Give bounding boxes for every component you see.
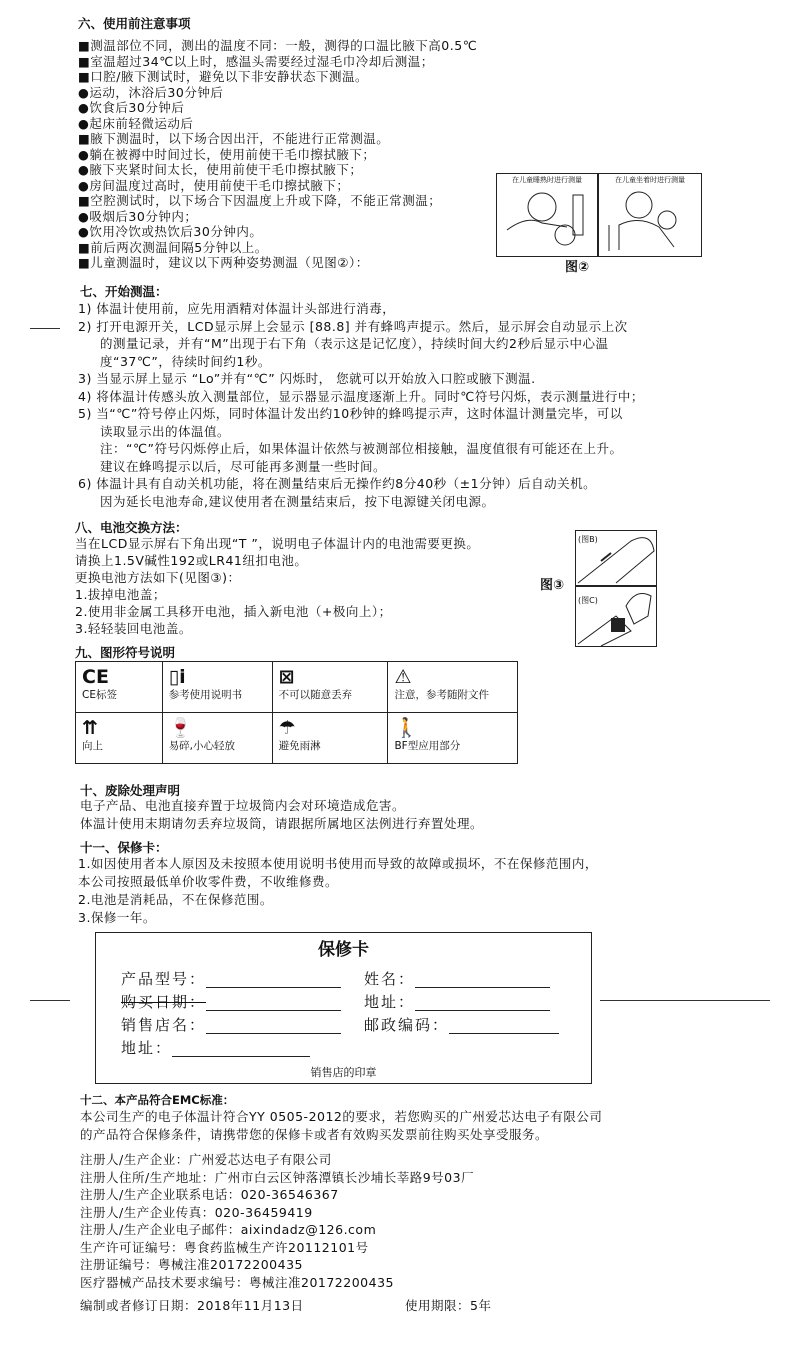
text-line: ●吸烟后30分钟内； [78, 208, 198, 224]
figure-2-left-panel [496, 173, 598, 257]
symbol-label: 向上 [82, 740, 103, 752]
symbol-table [75, 661, 518, 764]
customer-name-label: 姓名： [364, 970, 416, 988]
text-line: 注：“℃”符号闪烁停止后，如果体温计依然与被测部位相接触，温度值很有可能还在上升。 [100, 441, 623, 456]
section-7-title: 七、开始测温： [80, 284, 168, 299]
section-6-list [78, 38, 477, 271]
symbol-label: 注意，参考随附文件 [394, 689, 489, 701]
text-line: 建议在蜂鸣提示以后，尽可能再多测量一些时间。 [100, 458, 387, 474]
scan-artifact-dash [600, 1000, 770, 1001]
section-11-title: 十一、保修卡： [80, 840, 168, 855]
store-name-field[interactable] [121, 1017, 341, 1034]
text-line: 2) 打开电源开关，LCD显示屏上会显示 [88.8] 并有蜂鸣声提示。然后，显示屏会自动显示上次 [78, 318, 628, 334]
text-line: 4) 将体温计传感头放入测量部位，显示器显示温度逐渐上升。同时℃符号闪烁，表示测量进行中； [78, 388, 644, 404]
symbol-cell [388, 662, 518, 713]
product-model-field[interactable] [121, 971, 341, 988]
text-line: ■儿童测温时，建议以下两种姿势测温（见图②）： [78, 255, 369, 270]
text-line: 2.电池是消耗品，不在保修范围。 [78, 892, 273, 907]
battery-insertion-illustration [576, 586, 656, 646]
text-line: 度“37℃”，待续时间约1秒。 [100, 353, 271, 369]
symbol-label: 避免雨淋 [278, 740, 321, 752]
scan-artifact-dash [30, 1000, 70, 1001]
text-line: ●起床前轻微运动后 [78, 115, 194, 131]
section-8-title: 八、电池交换方法： [75, 520, 188, 535]
text-line: 3.保修一年。 [78, 910, 156, 925]
text-line: 2.使用非金属工具移开电池，插入新电池（+极向上）； [75, 604, 392, 619]
keep-dry-umbrella-icon: ☂ [278, 717, 296, 739]
text-line: 1.拔掉电池盖； [75, 587, 166, 602]
store-stamp-label: 销售店的印章 [310, 1066, 377, 1079]
symbol-label: CE标签 [82, 689, 117, 701]
text-line: ●运动，沐浴后30分钟后 [78, 84, 224, 100]
text-line: 体温计使用末期请勿丢弃垃圾筒，请跟据所属地区法例进行弃置处理。 [80, 816, 484, 831]
postal-code-label: 邮政编码： [364, 1016, 450, 1034]
section-10-list [80, 798, 483, 834]
section-8-list [75, 536, 479, 638]
figure-3-label-b: (图B) [578, 535, 598, 544]
text-line: 注册人/生产企业传真：020-36459419 [80, 1204, 313, 1220]
text-line: 5) 当“℃”符号停止闪烁，同时体温计发出约10秒钟的蜂鸣提示声，这时体温计测量完毕，可以 [78, 406, 623, 421]
section-9-title: 九、图形符号说明 [75, 645, 176, 660]
text-line: 电子产品、电池直接弃置于垃圾筒内会对环境造成危害。 [80, 798, 406, 813]
registration-info-list [80, 1152, 474, 1292]
text-line: ■测温部位不同，测出的温度不同：一般，测得的口温比腋下高0.5℃ [78, 38, 478, 53]
text-line: ■口腔/腋下测试时，避免以下非安静状态下测温。 [78, 69, 369, 84]
symbol-cell [162, 713, 272, 764]
postal-code-field[interactable] [364, 1017, 559, 1034]
figure-2-right-caption: 在儿童坐着时进行测量 [615, 176, 685, 184]
symbol-label: 不可以随意丢弃 [278, 689, 353, 701]
section-11-list [78, 856, 598, 928]
symbol-cell [272, 662, 388, 713]
figure-2-left-caption: 在儿童睡熟时进行测量 [512, 176, 582, 184]
text-line: 的测量记录，并有“M”出现于右下角（表示这是记忆度），持续时间大约2秒后显示中心温 [100, 336, 609, 351]
section-6-title: 六、使用前注意事项 [78, 16, 191, 31]
text-line: ●躺在被褥中时间过长，使用前使干毛巾擦拭腋下； [78, 146, 376, 162]
section-7-list [78, 301, 644, 511]
fragile-glass-icon: 🍷 [168, 717, 193, 739]
symbol-cell [76, 662, 163, 713]
text-line: ●饮用冷饮或热饮后30分钟内。 [78, 224, 263, 239]
text-line: ■前后两次测温间隔5分钟以上。 [78, 239, 268, 255]
customer-address-label: 地址： [364, 993, 416, 1011]
text-line: ●房间温度过高时，使用前使干毛巾擦拭腋下； [78, 177, 350, 193]
symbol-label: 易碎,小心轻放 [168, 740, 236, 752]
text-line: 读取显示出的体温值。 [100, 423, 231, 439]
bf-applied-part-icon: 🚶 [394, 717, 419, 739]
text-line: 本公司按照最低单价收零件费，不收维修费。 [78, 874, 339, 889]
warranty-card-title: 保修卡 [318, 940, 369, 960]
revision-date: 编制或者修订日期：2018年11月13日 [80, 1298, 304, 1313]
store-address-field[interactable] [121, 1040, 310, 1057]
customer-name-field[interactable] [364, 971, 550, 988]
text-line: ●腋下夹紧时间太长，使用前使干毛巾擦拭腋下； [78, 162, 363, 177]
customer-address-field[interactable] [364, 994, 550, 1011]
store-address-label: 地址： [121, 1039, 173, 1057]
section-12-title: 十二、本产品符合EMC标准： [80, 1093, 235, 1107]
warning-triangle-icon: ⚠ [394, 666, 412, 688]
text-line: 注册人/生产企业电子邮件：aixindadz@126.com [80, 1222, 377, 1237]
text-line: 因为延长电池寿命,建议使用者在测量结束后，按下电源键关闭电源。 [100, 493, 495, 509]
text-line: 注册人/生产企业：广州爱芯达电子有限公司 [80, 1152, 332, 1167]
figure-3-caption: 图③ [540, 578, 565, 593]
text-line: 生产许可证编号：粤食药监械生产许20112101号 [80, 1239, 369, 1255]
symbol-cell [76, 713, 163, 764]
text-line: 注册人/生产企业联系电话：020-36546367 [80, 1187, 339, 1202]
text-line: 医疗器械产品技术要求编号：粤械注准20172200435 [80, 1274, 394, 1290]
section-12-list [80, 1109, 602, 1145]
this-way-up-icon: ⇈ [82, 717, 98, 739]
mother-child-sleeping-illustration [497, 185, 597, 253]
figure-2-right-panel [598, 173, 702, 257]
text-line: 1) 体温计使用前，应先用酒精对体温计头部进行消毒， [78, 301, 396, 316]
text-line: 1.如因使用者本人原因及未按照本使用说明书使用而导致的故障或损坏，不在保修范围内， [78, 856, 598, 871]
text-line: ■空腔测试时，以下场合下因温度上升或下降，不能正常测温； [78, 193, 442, 208]
purchase-date-label: 购买日期： [121, 993, 207, 1011]
symbol-cell [388, 713, 518, 764]
purchase-date-field[interactable] [121, 994, 341, 1011]
symbol-cell [272, 713, 388, 764]
service-life: 使用期限：5年 [405, 1298, 492, 1313]
product-model-label: 产品型号： [121, 970, 207, 988]
scan-artifact-dash [30, 328, 60, 329]
symbol-label: 参考使用说明书 [168, 689, 243, 701]
manual-book-icon: ▯i [168, 666, 186, 688]
text-line: ■腋下测温时，以下场合因出汗，不能进行正常测温。 [78, 131, 390, 146]
text-line: 更换电池方法如下(见图③)： [75, 570, 241, 585]
text-line: 3) 当显示屏上显示 “Lo”并有“℃” 闪烁时， 您就可以开始放入口腔或腋下测温. [78, 371, 536, 386]
figure-3-label-c: (图C) [578, 596, 598, 605]
text-line: 当在LCD显示屏右下角出现“T ”，说明电子体温计内的电池需要更换。 [75, 536, 480, 551]
text-line: 的产品符合保修条件，请携带您的保修卡或者有效购买发票前往购买处享受服务。 [80, 1127, 549, 1142]
crossed-bin-icon: ⊠ [278, 666, 295, 688]
text-line: ■室温超过34℃以上时，感温头需要经过湿毛巾冷却后测温； [78, 53, 434, 69]
figure-3-panel-c [575, 585, 657, 647]
mother-child-sitting-illustration [599, 185, 699, 253]
figure-3-panel-b [575, 530, 657, 587]
warranty-card [95, 932, 592, 1084]
text-line: 请换上1.5V碱性192或LR41纽扣电池。 [75, 553, 308, 568]
text-line: 注册人住所/生产地址：广州市白云区钟落潭镇长沙埔长莘路9号03厂 [80, 1169, 475, 1185]
text-line: ●饮食后30分钟后 [78, 100, 185, 115]
text-line: 本公司生产的电子体温计符合YY 0505-2012的要求，若您购买的广州爱芯达电子有限公司 [80, 1109, 603, 1124]
symbol-label: BF型应用部分 [394, 740, 461, 752]
store-name-label: 销售店名： [121, 1016, 207, 1034]
ce-mark-icon: CE [82, 666, 109, 688]
text-line: 3.轻轻装回电池盖。 [75, 621, 192, 636]
text-line: 6) 体温计具有自动关机功能，将在测量结束后无操作约8分40秒（±1分钟）后自动关机。 [78, 476, 597, 491]
figure-2-caption: 图② [565, 260, 590, 275]
text-line: 注册证编号：粤械注准20172200435 [80, 1257, 303, 1272]
section-10-title: 十、废除处理声明 [80, 783, 181, 798]
symbol-cell [162, 662, 272, 713]
